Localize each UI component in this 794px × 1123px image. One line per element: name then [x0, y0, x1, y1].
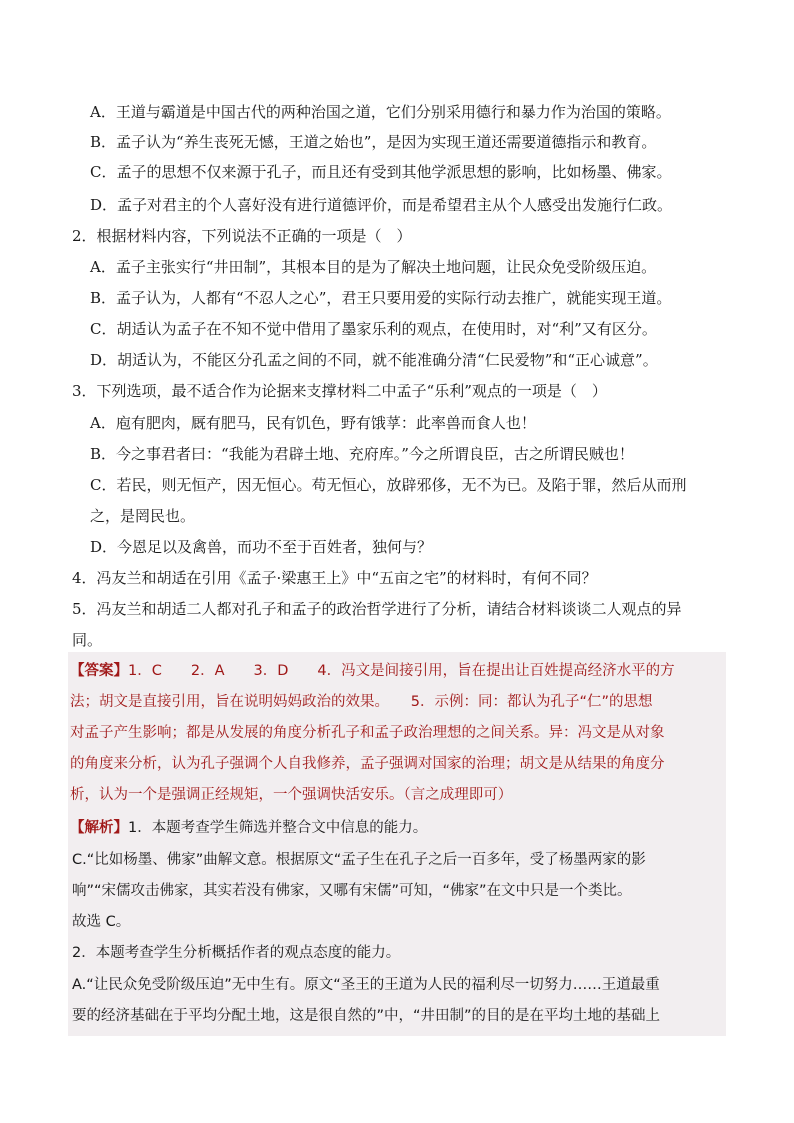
q2-option-c: C．胡适认为孟子在不知不觉中借用了墨家乐利的观点，在使用时，对“利”又有区分。 [90, 320, 657, 338]
q1-option-b: B．孟子认为“养生丧死无憾，王道之始也”，是因为实现王道还需要道德指示和教育。 [90, 133, 657, 151]
q1-option-d: D．孟子对君主的个人喜好没有进行道德评价，而是希望君主从个人感受出发施行仁政。 [90, 196, 673, 214]
q3-option-c: C．若民，则无恒产，因无恒心。苟无恒心，放辟邪侈，无不为已。及陷于罪，然后从而刑 [90, 476, 687, 494]
answer-line-3: 对孟子产生影响；都是从发展的角度分析孔子和孟子政治理想的之间关系。异：冯文是从对象 [70, 725, 665, 741]
q2-option-d: D．胡适认为，不能区分孔孟之间的不同，就不能准确分清“仁民爱物”和“正心诚意”。 [90, 351, 658, 369]
explanation-line-5: 2．本题考查学生分析概括作者的观点态度的能力。 [72, 945, 401, 961]
answer-text-1: 1．C 2．A 3．D 4．冯文是间接引用，旨在提出让百姓提高经济水平的方 [128, 663, 675, 679]
explanation-line-3: 响”“宋儒攻击佛家，其实若没有佛家，又哪有宋儒”可知，“佛家”在文中只是一个类比。 [72, 883, 632, 899]
q2-option-a: A．孟子主张实行“井田制”，其根本目的是为了解决土地问题，让民众免受阶级压迫。 [90, 258, 657, 276]
explanation-line-7: 要的经济基础在于平均分配土地，这是很自然的”中，“井田制”的目的是在平均土地的基础上 [72, 1008, 661, 1024]
answer-line-1 [70, 661, 675, 681]
answer-line-4: 的角度来分析，认为孔子强调个人自我修养，孟子强调对国家的治理；胡文是从结果的角度分 [70, 756, 665, 772]
explanation-line-2: C.“比如杨墨、佛家”曲解文意。根据原文“孟子生在孔子之后一百多年，受了杨墨两家的影 [72, 852, 646, 868]
q5-stem-line2: 同。 [72, 631, 103, 649]
q3-stem: 3．下列选项，最不适合作为论据来支撑材料二中孟子“乐利”观点的一项是（ ） [72, 382, 607, 400]
q1-option-c: C．孟子的思想不仅来源于孔子，而且还有受到其他学派思想的影响，比如杨墨、佛家。 [90, 163, 672, 181]
explanation-line-1 [70, 818, 427, 838]
q1-option-a: A．王道与霸道是中国古代的两种治国之道，它们分别采用德行和暴力作为治国的策略。 [90, 103, 671, 121]
q2-option-b: B．孟子认为，人都有“不忍人之心”，君王只要用爱的实际行动去推广，就能实现王道。 [90, 289, 672, 307]
answer-line-2: 法；胡文是直接引用，旨在说明妈妈政治的效果。 5．示例：同：都认为孔子“仁”的思想 [70, 694, 653, 710]
explanation-line-4: 故选 C。 [72, 914, 131, 930]
explanation-tag: 【解析】 [70, 820, 128, 836]
q5-stem-line1: 5．冯友兰和胡适二人都对孔子和孟子的政治哲学进行了分析，请结合材料谈谈二人观点的异 [72, 600, 682, 618]
explanation-line-6: A.“让民众免受阶级压迫”无中生有。原文“圣王的王道为人民的福利尽一切努力……王道最重 [72, 977, 660, 993]
explanation-text-1: 1．本题考查学生筛选并整合文中信息的能力。 [128, 820, 428, 836]
answer-line-5: 析，认为一个是强调正经规矩，一个强调快活安乐。（言之成理即可） [70, 787, 513, 803]
q3-option-a: A．庖有肥肉，厩有肥马，民有饥色，野有饿莩：此率兽而食人也！ [90, 414, 536, 432]
answer-tag: 【答案】 [70, 663, 128, 679]
q3-option-c-continued: 之，是罔民也。 [90, 507, 196, 525]
q2-stem: 2．根据材料内容，下列说法不正确的一项是（ ） [72, 227, 412, 245]
q3-option-b: B．今之事君者曰：“我能为君辟土地、充府库。”今之所谓良臣，古之所谓民贼也！ [90, 445, 634, 463]
q4-stem: 4．冯友兰和胡适在引用《孟子·梁惠王上》中“五亩之宅”的材料时，有何不同？ [72, 569, 597, 587]
q3-option-d: D．今恩足以及禽兽，而功不至于百姓者，独何与？ [90, 538, 433, 556]
